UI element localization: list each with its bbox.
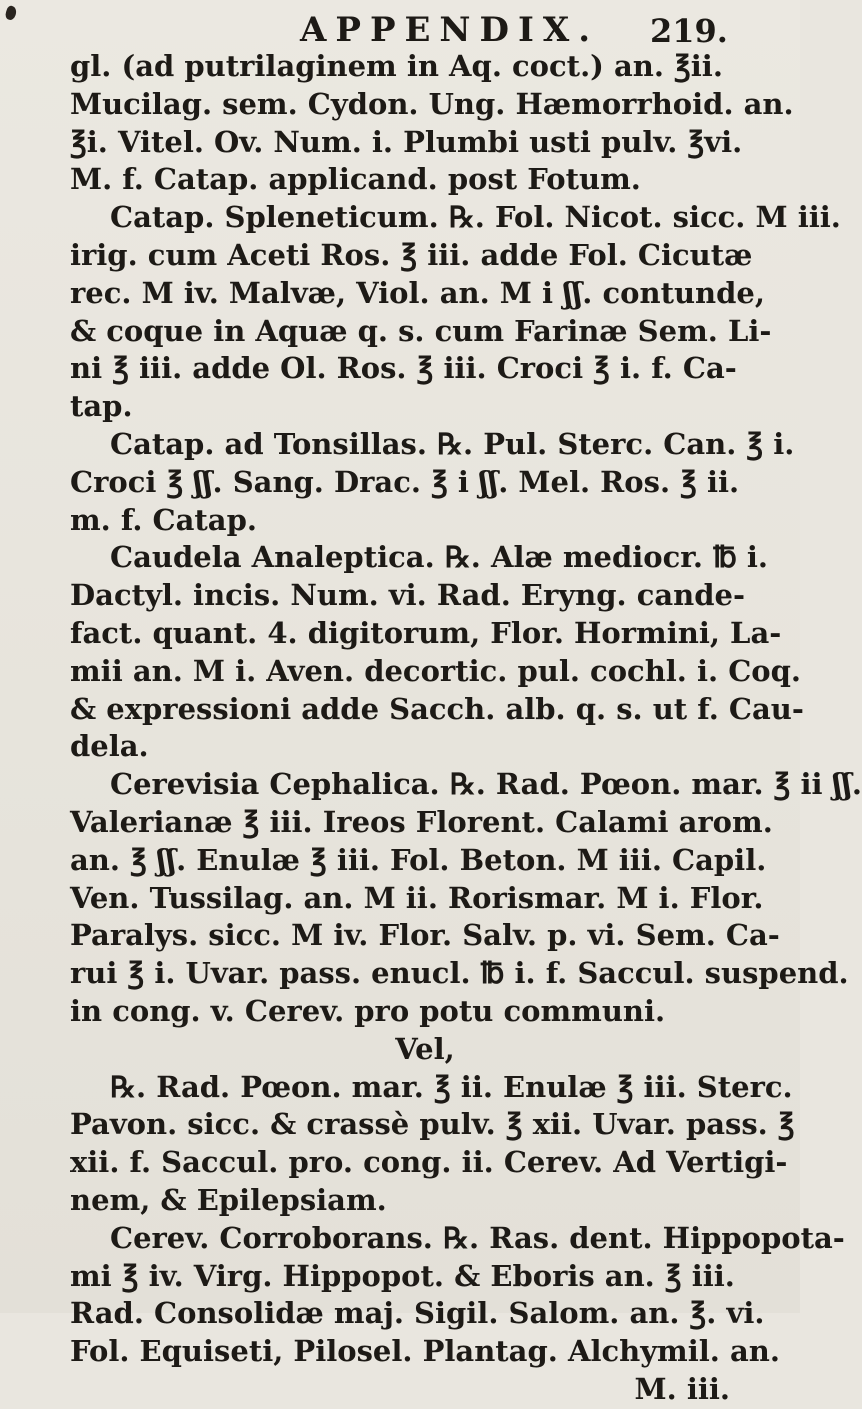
text-line: Valerianæ ℥ iii. Ireos Florent. Calami arom. [70,804,773,839]
text-line: & expressioni adde Sacch. alb. q. s. ut f. Cau- [70,691,804,726]
text-line: Fol. Equiseti, Pilosel. Plantag. Alchymil. an. [70,1334,780,1369]
text-line: Rad. Consolidæ maj. Sigil. Salom. an. ℥. vi. [70,1296,765,1331]
text-line: Dactyl. incis. Num. vi. Rad. Eryng. cande- [70,578,745,613]
page-header [0,8,800,48]
text-line: M. iii. [634,1371,730,1406]
text-line: nem, & Epilepsiam. [70,1182,387,1217]
text-line: an. ℥ ʃʃ. Enulæ ℥ iii. Fol. Beton. M iii. Capil. [70,842,767,877]
text-line: dela. [70,729,149,764]
text-line: Vel, [395,1031,455,1066]
text-line: xii. f. Saccul. pro. cong. ii. Cerev. Ad Vertigi- [70,1145,788,1180]
text-line: & coque in Aquæ q. s. cum Farinæ Sem. Li- [70,313,772,348]
text-line: ni ℥ iii. adde Ol. Ros. ℥ iii. Croci ℥ i. f. Ca- [70,351,737,386]
text-line: M. f. Catap. applicand. post Fotum. [70,162,641,197]
text-line: tap. [70,389,133,424]
text-line: irig. cum Aceti Ros. ℥ iii. adde Fol. Cicutæ [70,237,753,272]
text-line: Cerev. Corroborans. ℞. Ras. dent. Hippopota- [110,1220,845,1255]
text-line: Paralys. sicc. M iv. Flor. Salv. p. vi. Sem. Ca- [70,918,780,953]
text-line: mii an. M i. Aven. decortic. pul. cochl. i. Coq. [70,653,801,688]
text-line: rui ℥ i. Uvar. pass. enucl. ℔ i. f. Saccul. suspend. [70,956,849,991]
recipe-text [70,48,862,1409]
text-line: gl. (ad putrilaginem in Aq. coct.) an. ℥ii. [70,49,723,83]
text-line: ℥i. Vitel. Ov. Num. i. Plumbi usti pulv. ℥vi. [70,124,743,159]
text-line: mi ℥ iv. Virg. Hippopot. & Eboris an. ℥ iii. [70,1258,735,1293]
text-line: Ven. Tussilag. an. M ii. Rorismar. M i. Flor. [70,880,764,915]
text-line: Croci ℥ ʃʃ. Sang. Drac. ℥ i ʃʃ. Mel. Ros. ℥ ii. [70,464,740,499]
text-line: ℞. Rad. Pœon. mar. ℥ ii. Enulæ ℥ iii. Sterc. [110,1069,793,1104]
running-title: APPENDIX. [300,10,600,50]
page-number: 219. [650,12,728,50]
text-line: Pavon. sicc. & crassè pulv. ℥ xii. Uvar. pass. ℥ [70,1107,795,1142]
text-line: in cong. v. Cerev. pro potu communi. [70,993,666,1028]
text-line: rec. M iv. Malvæ, Viol. an. M i ʃʃ. contunde, [70,275,765,310]
text-line: Catap. ad Tonsillas. ℞. Pul. Sterc. Can. ℥ i. [110,426,795,461]
text-line: m. f. Catap. [70,502,257,537]
text-line: Cerevisia Cephalica. ℞. Rad. Pœon. mar. ℥ ii ʃʃ. [110,767,862,802]
text-line: Catap. Spleneticum. ℞. Fol. Nicot. sicc. M iii. [110,200,841,235]
text-line: Caudela Analeptica. ℞. Alæ mediocr. ℔ i. [110,540,769,575]
text-line: Mucilag. sem. Cydon. Ung. Hæmorrhoid. an. [70,86,794,121]
text-line: fact. quant. 4. digitorum, Flor. Hormini, La- [70,615,782,650]
